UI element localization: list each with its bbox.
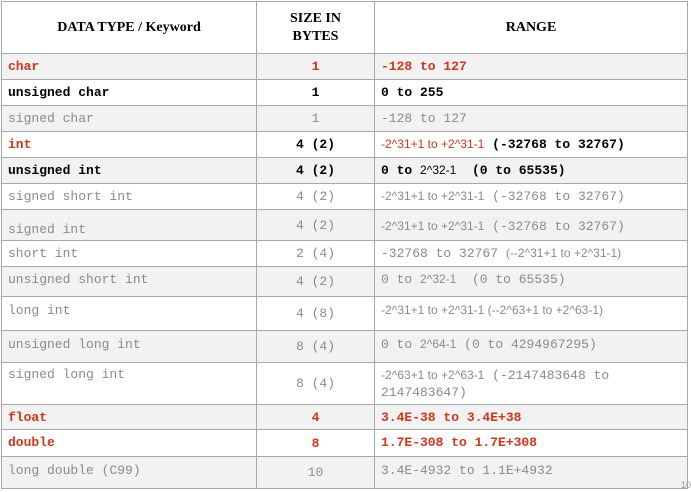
range-cell: 3.4E-38 to 3.4E+38 (375, 405, 688, 430)
size-cell (257, 132, 375, 158)
header-range: RANGE (375, 2, 688, 54)
type-cell: signed int (2, 210, 257, 241)
table-row (2, 158, 688, 184)
size-cell: 4 (257, 405, 375, 430)
table-row (2, 210, 688, 241)
type-cell: unsigned int (2, 158, 257, 184)
type-cell: short int (2, 241, 257, 267)
range-cell: -128 to 127 (375, 54, 688, 80)
table-row (2, 331, 688, 363)
range-cell: 3.4E-4932 to 1.1E+4932 (375, 457, 688, 489)
size-value: 4 (2) (295, 137, 335, 152)
table-row (2, 241, 688, 267)
range-cell (375, 210, 688, 241)
range-cell (375, 241, 688, 267)
table-row (2, 457, 688, 489)
size-cell: 4 (8) (257, 297, 375, 331)
range-part: 2147483647) (381, 385, 467, 400)
size-cell: 8 (4) (257, 331, 375, 363)
range-part: (-32768 to 32767) (484, 219, 625, 234)
range-part: -2^31+1 to +2^31-1 (381, 189, 485, 203)
range-cell (375, 132, 688, 158)
range-part: 2^32-1 (420, 272, 457, 286)
table-row (2, 430, 688, 457)
range-part: 0 to (381, 337, 421, 352)
range-part: (0 to 4294967295) (456, 337, 597, 352)
range-cell (375, 297, 688, 331)
page-number: 10 (680, 480, 691, 490)
type-cell: double (2, 430, 257, 457)
range-part: -2^31+1 to +2^31-1 (381, 219, 485, 233)
range-cell: 1.7E-308 to 1.7E+308 (375, 430, 688, 457)
header-size-line2: BYTES (292, 28, 339, 44)
range-cell (375, 331, 688, 363)
header-row (2, 2, 688, 54)
type-cell: signed short int (2, 184, 257, 210)
range-part: (--2^63+1 to +2^63-1) (487, 303, 603, 317)
range-part: 2^64-1 (420, 337, 457, 351)
size-cell: 4 (2) (257, 158, 375, 184)
size-cell: 4 (2) (257, 184, 375, 210)
type-cell: float (2, 405, 257, 430)
table-row (2, 54, 688, 80)
range-part: (--2^31+1 to +2^31-1) (505, 246, 622, 260)
size-cell: 2 (4) (257, 241, 375, 267)
type-cell: long int (2, 297, 257, 331)
header-size (257, 2, 375, 54)
range-part: -32768 to 32767 (381, 246, 506, 261)
table-row (2, 297, 688, 331)
range-cell: 0 to 255 (375, 80, 688, 106)
range-part: (0 to 65535) (456, 272, 566, 287)
range-part: -2^31+1 to +2^31-1 (381, 137, 485, 151)
type-cell: signed char (2, 106, 257, 132)
table-row (2, 132, 688, 158)
range-part: (-2147483648 to (484, 368, 610, 383)
range-part: -2^31+1 to +2^31-1 (381, 303, 488, 317)
size-cell: 8 (257, 430, 375, 457)
table-row (2, 184, 688, 210)
range-cell (375, 184, 688, 210)
range-cell (375, 267, 688, 297)
table-row (2, 405, 688, 430)
size-cell: 1 (257, 54, 375, 80)
range-cell (375, 158, 688, 184)
range-cell: -128 to 127 (375, 106, 688, 132)
size-cell: 1 (257, 106, 375, 132)
data-types-table (1, 1, 688, 489)
type-cell: unsigned long int (2, 331, 257, 363)
table-row (2, 363, 688, 405)
type-cell: int (2, 132, 257, 158)
size-cell: 8 (4) (257, 363, 375, 405)
range-part: (-32768 to 32767) (484, 137, 625, 152)
type-cell: char (2, 54, 257, 80)
table-row (2, 106, 688, 132)
size-cell: 1 (257, 80, 375, 106)
table-row (2, 80, 688, 106)
range-part: 0 to (381, 163, 421, 178)
type-cell: unsigned short int (2, 267, 257, 297)
range-part: -2^63+1 to +2^63-1 (381, 368, 485, 382)
range-part: (0 to 65535) (456, 163, 566, 178)
range-cell (375, 363, 688, 405)
size-cell: 10 (257, 457, 375, 489)
size-cell: 4 (2) (257, 210, 375, 241)
table-row (2, 267, 688, 297)
type-cell: signed long int (2, 363, 257, 405)
range-part: 2^32-1 (420, 163, 457, 177)
size-cell: 4 (2) (257, 267, 375, 297)
type-cell: unsigned char (2, 80, 257, 106)
header-data-type: DATA TYPE / Keyword (2, 2, 257, 54)
range-part: (-32768 to 32767) (484, 189, 625, 204)
header-size-line1: SIZE IN (290, 10, 341, 26)
range-part: 0 to (381, 272, 421, 287)
type-cell: long double (C99) (2, 457, 257, 489)
